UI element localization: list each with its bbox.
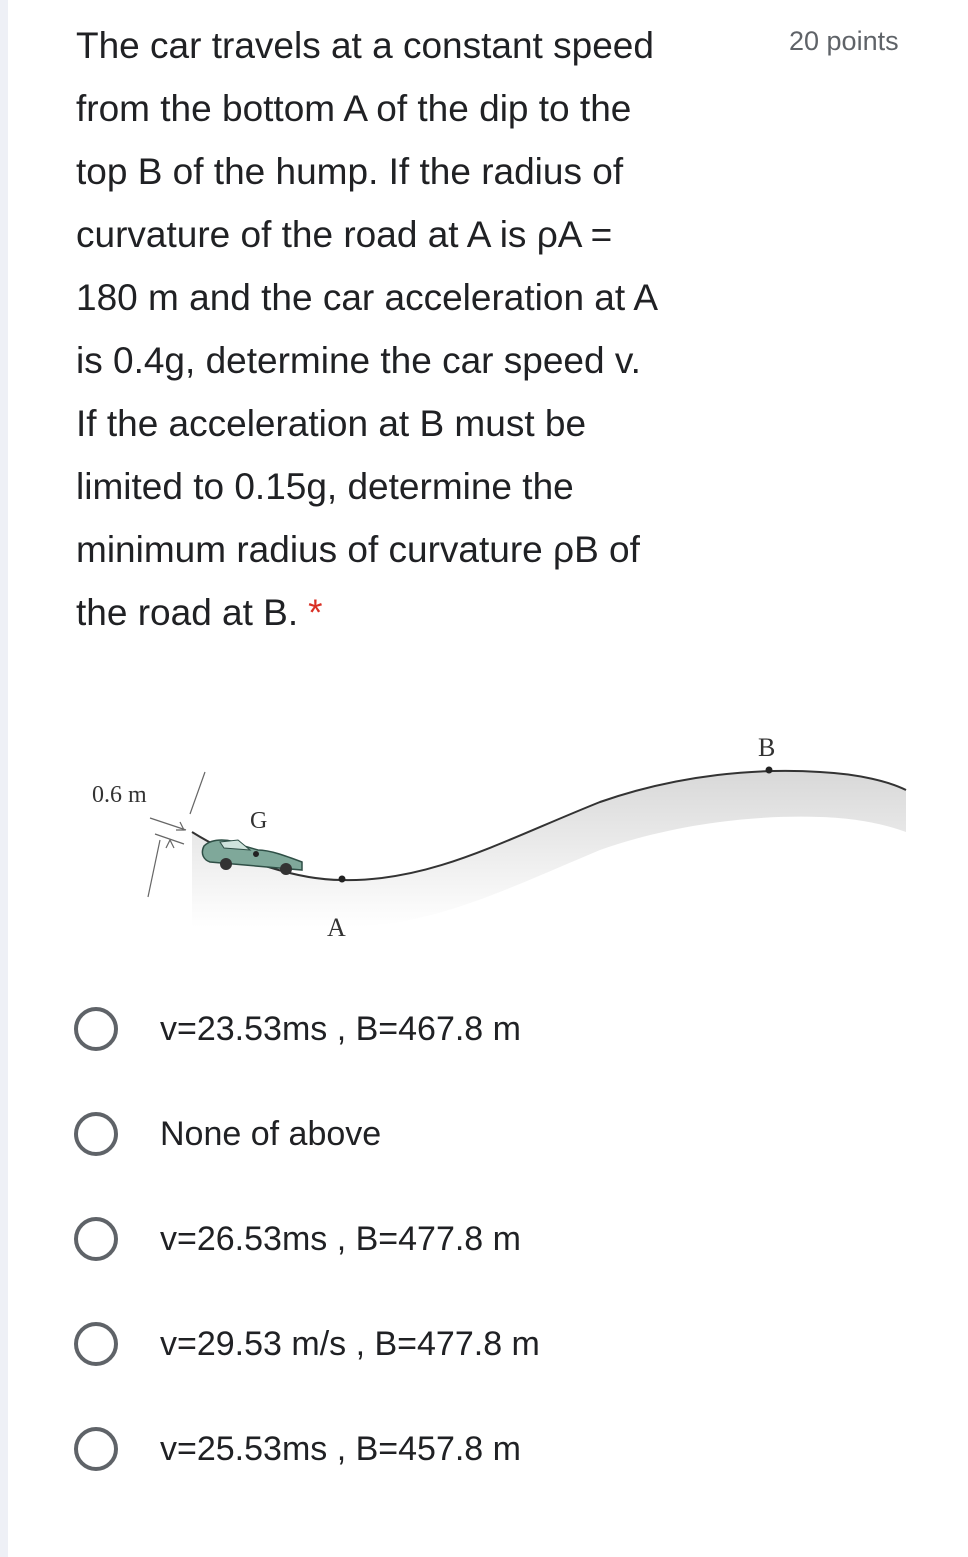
- option-label: v=29.53 m/s , B=477.8 m: [160, 1325, 540, 1363]
- question-line: the road at B.: [76, 592, 299, 633]
- option-label: v=23.53ms , B=467.8 m: [160, 1010, 521, 1048]
- height-label: 0.6 m: [92, 782, 147, 808]
- question-line: is 0.4g, determine the car speed v.: [76, 340, 641, 381]
- option-label: v=25.53ms , B=457.8 m: [160, 1430, 521, 1468]
- b-label: B: [758, 733, 776, 762]
- required-star: *: [308, 592, 323, 633]
- radio-button[interactable]: [74, 1112, 118, 1156]
- answer-options: [74, 1005, 874, 1530]
- points-badge: 20 points: [789, 26, 899, 56]
- option-label: None of above: [160, 1115, 382, 1153]
- radio-button[interactable]: [74, 1427, 118, 1471]
- question-line: curvature of the road at A is ρA =: [76, 214, 613, 255]
- point-a-marker: [339, 876, 346, 883]
- point-b-marker: [766, 767, 773, 774]
- g-label: G: [250, 808, 268, 834]
- option-label: v=26.53ms , B=477.8 m: [160, 1220, 521, 1258]
- radio-button[interactable]: [74, 1007, 118, 1051]
- road-surface: [192, 771, 906, 927]
- question-line: from the bottom A of the dip to the: [76, 88, 632, 129]
- answer-option[interactable]: [74, 1215, 874, 1320]
- question-line: limited to 0.15g, determine the: [76, 466, 574, 507]
- answer-option[interactable]: [74, 1320, 874, 1425]
- question-line: minimum radius of curvature ρB of: [76, 529, 640, 570]
- problem-figure: [80, 722, 920, 952]
- answer-option[interactable]: [74, 1425, 874, 1530]
- radio-button[interactable]: [74, 1217, 118, 1261]
- answer-option[interactable]: [74, 1005, 874, 1110]
- a-label: A: [327, 913, 346, 942]
- question-line: 180 m and the car acceleration at A: [76, 277, 659, 318]
- question-line: top B of the hump. If the radius of: [76, 151, 624, 192]
- answer-option[interactable]: [74, 1110, 874, 1215]
- radio-button[interactable]: [74, 1322, 118, 1366]
- question-line: The car travels at a constant speed: [76, 25, 654, 66]
- question-line: If the acceleration at B must be: [76, 403, 587, 444]
- question-text: [76, 14, 766, 644]
